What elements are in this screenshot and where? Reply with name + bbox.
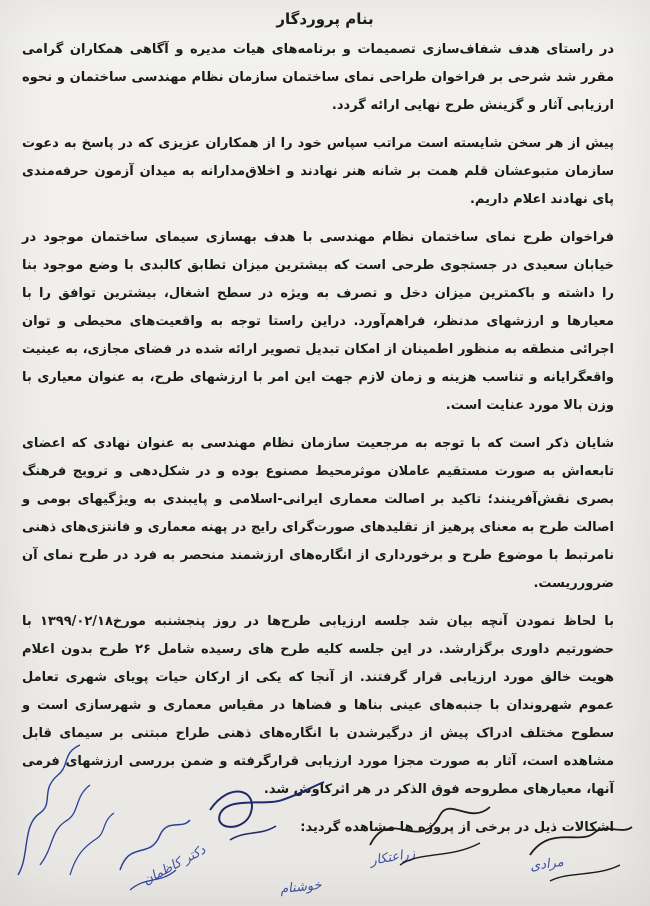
signature-note-1: دکتر کاظمان [140,842,209,889]
paragraph-criteria: شایان ذکر است که با توجه به مرجعیت سازمان نظام مهندسی به عنوان نهادی که اعضای تابعه‌اش به صورت مستقیم عاملان موثرمحیط مصنوع بوده و در شکل‌دهی و ترویج فرهنگ بصری نقش‌آفرینند؛ تاکید بر اصالت معماری ایرانی-اسلامی و پایبندی به ویژگیهای بومی و اصالت طرح به معنای پرهیز از تقلیدهای صورت‌گرای رایج در پهنه معماری و فانتزی‌های ذهنی نامرتبط با موضوع طرح و برخورداری از انگاره‌های ارزشمند منحصر به فرد در طرح نمای آن ضرورریست. [22,436,614,591]
document-title: بنام پروردگار [276,10,374,28]
paragraph-issues-heading: اشکالات ذیل در برخی از پروژه ها مشاهده گردید: [300,820,614,835]
paragraph-thanks: پیش از هر سخن شایسته است مراتب سپاس خود را از همکاران عزیزی که در پاسخ به دعوت سازمان متبوعشان قلم همت بر شانه هنر نهادند و اخلاق‌مدارانه به میدان آزمون حرفه‌مندی پای نهادند اعلام داریم. [22,136,614,207]
paragraph-call-description: فراخوان طرح نمای ساختمان نظام مهندسی با هدف بهسازی سیمای ساختمان موجود در خیابان سعیدی در جستجوی طرحی است که بیشترین میزان تطابق کالبدی با وضع موجود بنا را داشته و باکمترین میزان دخل و تصرف به ویژه در سطح اشغال، بیشترین توافق را با معیارها و ارزشهای مدنظر، فراهم‌آورد. دراین راستا توجه به واقعیت‌های محیطی و توان اجرائی منطقه به منظور اطمینان از امکان تبدیل تصویر ارائه شده در فضای مجازی، به عینیت واقعگرایانه و تناسب هزینه و زمان لازم جهت این امر با ارزشهای طرح، به عنوان معیاری با وزن بالا مورد عنایت است. [22,230,614,413]
paragraph-intro: در راستای هدف شفاف‌سازی تصمیمات و برنامه‌های هیات مدیره و آگاهی همکاران گرامی مقرر شد شرحی بر فراخوان طراحی نمای ساختمان سازمان نظام مهندسی ساختمان و نحوه ارزیابی آثار و گزینش طرح نهایی ارائه گردد. [22,42,614,113]
document-body [22,36,614,852]
signature-note-3: خوشنام [279,877,323,898]
signature-note-2: زراعتکار [369,846,417,869]
paragraph-evaluation: با لحاظ نمودن آنچه بیان شد جلسه ارزیابی طرح‌ها در روز پنجشنبه مورخ۱۳۹۹/۰۲/۱۸ با حضورتیم داوری برگزارشد. در این جلسه کلیه طرح های رسیده شامل ۲۶ طرح بدون اعلام هویت خالق مورد ارزیابی قرار گرفتند. از آنجا که یکی از ارکان حیات پویای شهری تعامل عموم شهروندان با جنبه‌های عینی بناها و فضاها در مقیاس معماری و شهرسازی است و سطوح مختلف ادراک پیش از درگیرشدن با انگاره‌های ذهنی طراح مبتنی بر سیمای قابل مشاهده است، آثار به صورت مجزا مورد ارزیابی قرارگرفته و ضمن بررسی ارزشهای فرمی آنها، معیارهای مطروحه فوق الذکر در هر اثرکاوش شد. [22,614,614,797]
signature-note-4: مرادی [529,854,565,875]
